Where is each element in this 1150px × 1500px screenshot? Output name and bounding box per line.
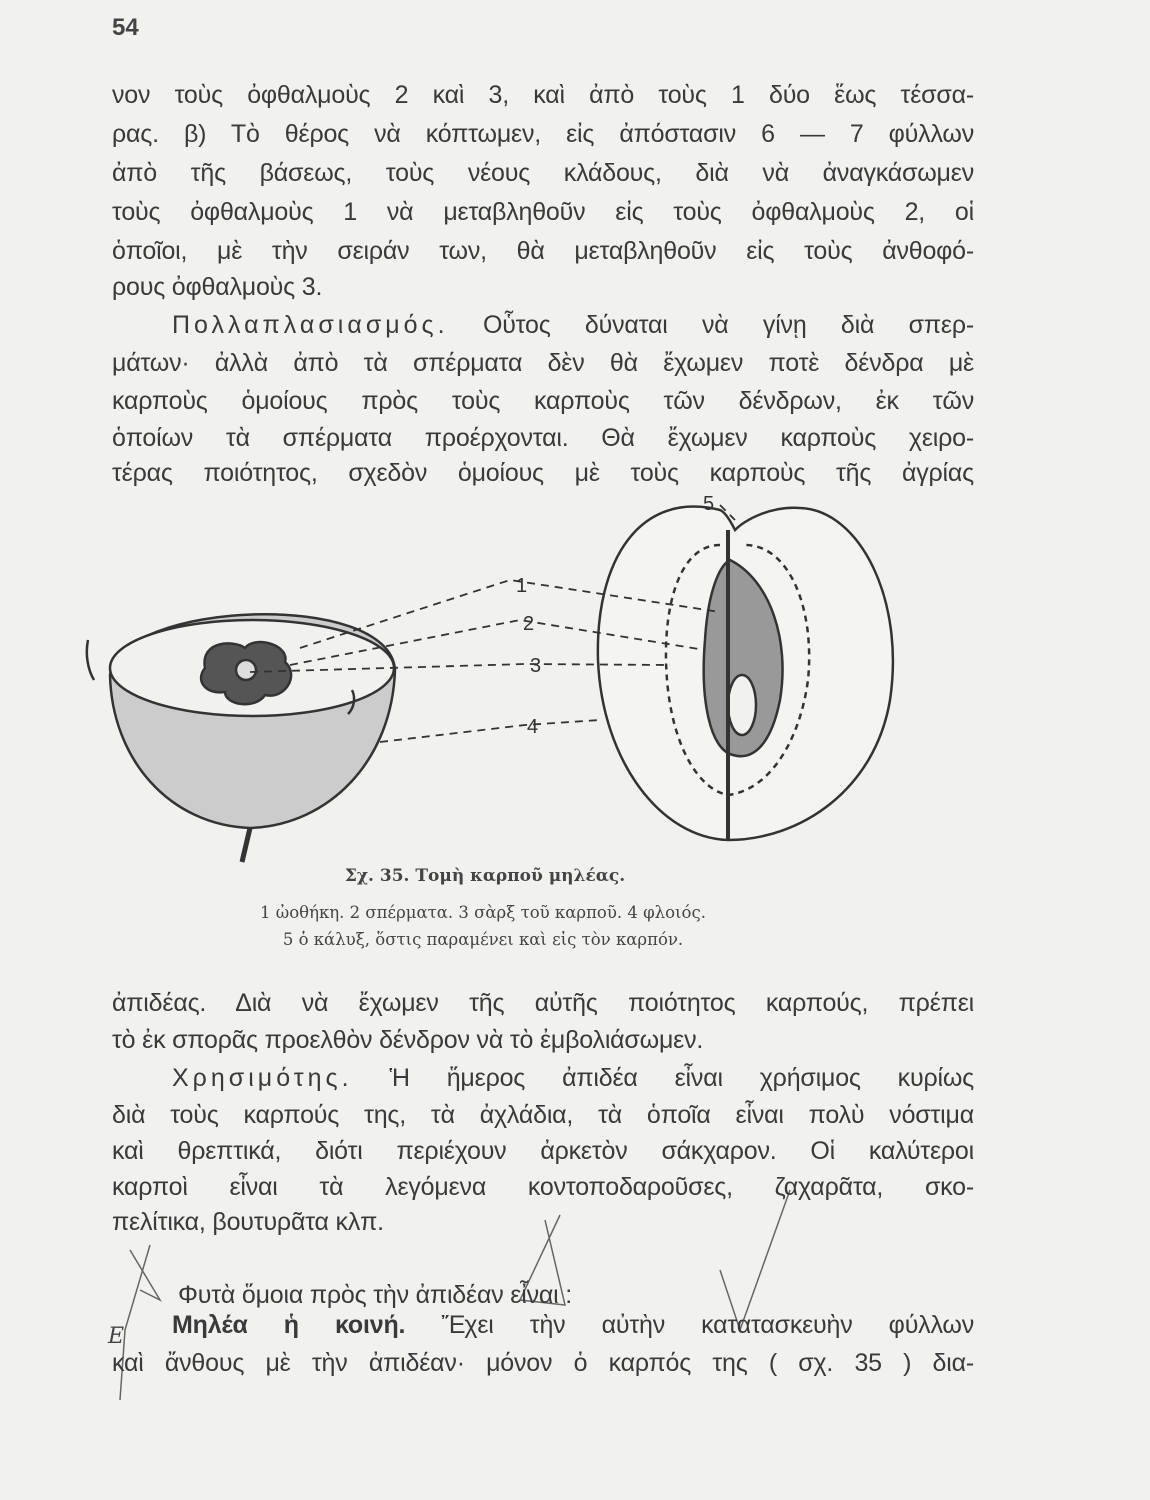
page-number: 54 [112, 14, 139, 41]
text-line: ρας. β) Τὸ θέρος νὰ κόπτωμεν, εἰς ἀπόστασιν 6 — 7 φύλλων [112, 120, 974, 148]
text-line: καρποὺς ὁμοίους πρὸς τοὺς καρποὺς τῶν δένδρων, ἐκ τῶν [112, 387, 974, 415]
text-line: τὸ ἐκ σπορᾶς προελθὸν δένδρον νὰ τὸ ἐμβολιάσωμεν. [112, 1026, 704, 1054]
figure-caption-title: Σχ. 35. Τομὴ καρποῦ μηλέας. [344, 866, 626, 886]
figure-caption-line: 1 ὠοθήκη. 2 σπέρματα. 3 σὰρξ τοῦ καρποῦ. 4 φλοιός. [260, 903, 706, 922]
figure-label-1: 1 [516, 575, 528, 597]
paragraph-first-line [172, 1063, 974, 1093]
paragraph-first-line [172, 1310, 974, 1340]
figure-label-5: 5 [703, 493, 715, 515]
text-line: νον τοὺς ὀφθαλμοὺς 2 καὶ 3, καὶ ἀπὸ τοὺς 1 δύο ἕως τέσσα- [112, 81, 974, 109]
text-line: καὶ ἄνθους μὲ τὴν ἀπιδέαν· μόνον ὁ καρπός της ( σχ. 35 ) δια- [112, 1349, 974, 1377]
text-line: ἀπὸ τῆς βάσεως, τοὺς νέους κλάδους, διὰ νὰ ἀναγκάσωμεν [112, 159, 974, 187]
figure-label-4: 4 [527, 716, 539, 738]
figure-label-3: 3 [530, 655, 542, 677]
text-line: Φυτὰ ὅμοια πρὸς τὴν ἀπιδέαν εἶναι : [178, 1281, 572, 1309]
half-apple-illustration [87, 614, 395, 862]
figure-label-2: 2 [523, 613, 535, 635]
figure-caption-line: 5 ὁ κάλυξ, ὅστις παραμένει καὶ εἰς τὸν καρπόν. [282, 930, 684, 949]
text-span: Ἡ ἥμερος ἀπιδέα εἶναι χρήσιμος κυρίως [389, 1064, 975, 1092]
section-heading: Χρησιμότης. [172, 1064, 353, 1092]
handwritten-mark: E [108, 1324, 125, 1349]
text-line: τοὺς ὀφθαλμοὺς 1 νὰ μεταβληθοῦν εἰς τοὺς ὀφθαλμοὺς 2, οἱ [112, 198, 974, 226]
text-line: μάτων· ἀλλὰ ἀπὸ τὰ σπέρματα δὲν θὰ ἔχωμεν ποτὲ δένδρα μὲ [112, 349, 974, 377]
text-line: καρποὶ εἶναι τὰ λεγόμενα κοντοποδαροῦσες, ζαχαρᾶτα, σκο- [112, 1173, 974, 1201]
text-line: ἀπιδέας. Διὰ νὰ ἔχωμεν τῆς αὐτῆς ποιότητος καρπούς, πρέπει [112, 989, 974, 1017]
section-heading: Μηλέα ἡ κοινή. [172, 1311, 406, 1339]
text-line: πελίτικα, βουτυρᾶτα κλπ. [112, 1208, 384, 1236]
apple-longitudinal-section-illustration [598, 507, 893, 840]
text-line: ὁποίων τὰ σπέρματα προέρχονται. Θὰ ἔχωμεν καρποὺς χειρο- [112, 424, 974, 452]
text-span: Οὗτος δύναται νὰ γίνῃ διὰ σπερ- [482, 311, 974, 339]
text-line: ὁποῖοι, μὲ τὴν σειράν των, θὰ μεταβληθοῦν εἰς τοὺς ἀνθοφό- [112, 237, 974, 265]
section-heading: Πολλαπλασιασμός. [172, 311, 449, 339]
text-line: τέρας ποιότητος, σχεδὸν ὁμοίους μὲ τοὺς καρποὺς τῆς ἀγρίας [112, 459, 974, 487]
text-line: καὶ θρεπτικά, διότι περιέχουν ἀρκετὸν σάκχαρον. Οἱ καλύτεροι [112, 1137, 974, 1165]
text-line: ρους ὀφθαλμοὺς 3. [112, 273, 323, 301]
text-span: Ἔχει τὴν αὐτὴν κατατασκευὴν φύλλων [441, 1311, 975, 1339]
text-line: διὰ τοὺς καρπούς της, τὰ ἀχλάδια, τὰ ὁποῖα εἶναι πολὺ νόστιμα [112, 1101, 974, 1129]
